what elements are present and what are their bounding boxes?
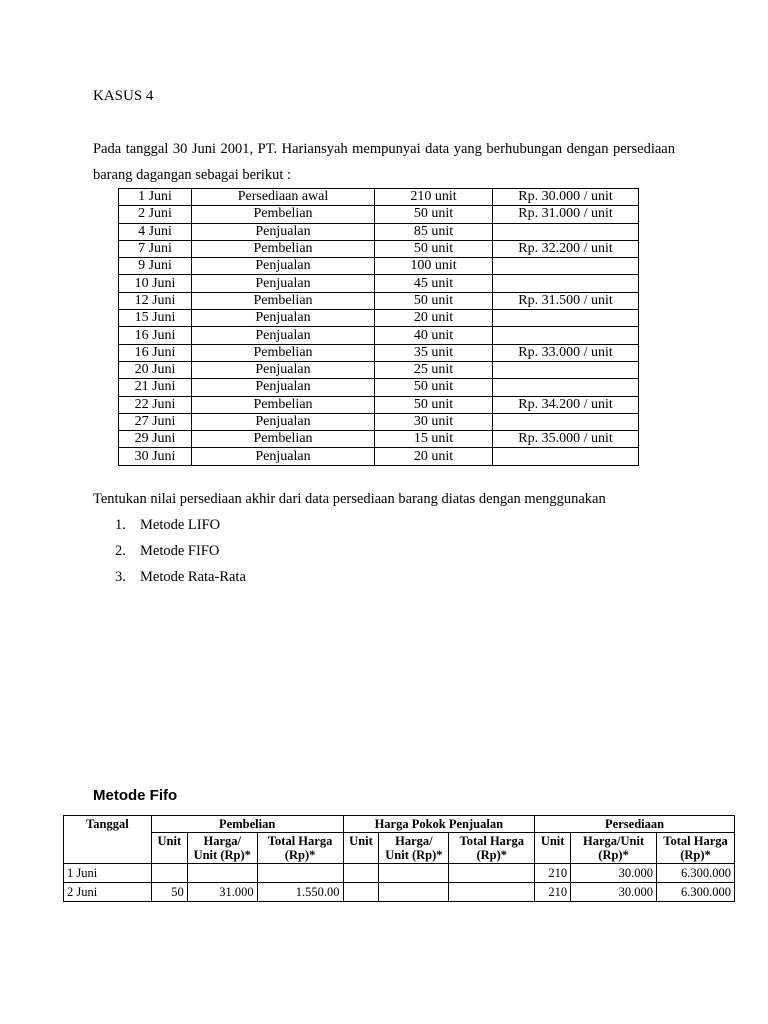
table-cell-qty: 50 unit [375,206,493,223]
table-cell-price: Rp. 31.000 / unit [493,206,639,223]
table-row [119,327,639,344]
table-cell-price: Rp. 31.500 / unit [493,292,639,309]
table-cell-type: Pembelian [192,344,375,361]
header-harga-unit: Harga/ Unit (Rp)* [379,833,449,864]
table-cell-date: 30 Juni [119,448,192,465]
table-cell-date: 4 Juni [119,223,192,240]
list-number: 3. [115,569,126,585]
list-label: Metode Rata-Rata [140,569,246,585]
header-harga-unit: Harga/ Unit (Rp)* [187,833,257,864]
table-cell-qty: 50 unit [375,379,493,396]
table-cell-price [493,223,639,240]
header-pembelian: Pembelian [151,816,343,833]
fifo-cell-tanggal: 1 Juni [64,864,152,883]
fifo-cell-b-total: 1.550.00 [257,883,343,902]
table-cell-price [493,361,639,378]
list-number: 2. [115,543,126,559]
table-cell-date: 9 Juni [119,258,192,275]
table-cell-date: 21 Juni [119,379,192,396]
table-cell-price [493,448,639,465]
table-cell-type: Penjualan [192,413,375,430]
table-row [119,396,639,413]
question-text: Tentukan nilai persediaan akhir dari data persediaan barang diatas dengan menggunakan [93,491,606,507]
table-row [119,310,639,327]
table-cell-date: 16 Juni [119,344,192,361]
table-row [119,240,639,257]
header-unit: Unit [151,833,187,864]
table-cell-price: Rp. 35.000 / unit [493,431,639,448]
intro-paragraph: Pada tanggal 30 Juni 2001, PT. Hariansyah mempunyai data yang berhubungan dengan persediaan barang dagangan sebagai berikut : [93,141,675,183]
table-row [119,413,639,430]
table-cell-qty: 85 unit [375,223,493,240]
table-row [119,361,639,378]
table-cell-qty: 50 unit [375,292,493,309]
table-cell-qty: 45 unit [375,275,493,292]
table-cell-qty: 100 unit [375,258,493,275]
table-cell-type: Pembelian [192,431,375,448]
table-cell-price [493,275,639,292]
table-cell-qty: 25 unit [375,361,493,378]
table-cell-price: Rp. 33.000 / unit [493,344,639,361]
fifo-cell-h-unit [343,883,379,902]
fifo-cell-h-harga [379,864,449,883]
table-cell-date: 29 Juni [119,431,192,448]
fifo-cell-p-unit: 210 [535,883,571,902]
transactions-table [118,188,639,466]
table-cell-qty: 40 unit [375,327,493,344]
header-total-harga: Total Harga (Rp)* [257,833,343,864]
table-cell-date: 15 Juni [119,310,192,327]
table-cell-type: Persediaan awal [192,189,375,206]
fifo-cell-h-harga [379,883,449,902]
table-cell-price [493,379,639,396]
methods-list [115,516,246,594]
table-cell-price [493,413,639,430]
case-title: KASUS 4 [93,88,154,104]
table-cell-qty: 50 unit [375,240,493,257]
fifo-cell-b-unit [151,864,187,883]
table-row [119,344,639,361]
table-row [119,223,639,240]
table-cell-type: Pembelian [192,292,375,309]
header-hpp: Harga Pokok Penjualan [343,816,535,833]
table-row [119,379,639,396]
table-cell-type: Pembelian [192,206,375,223]
fifo-cell-b-unit: 50 [151,883,187,902]
header-total-harga: Total Harga (Rp)* [449,833,535,864]
table-row [119,448,639,465]
table-cell-qty: 20 unit [375,448,493,465]
fifo-cell-p-total: 6.300.000 [657,864,735,883]
list-number: 1. [115,517,126,533]
header-tanggal: Tanggal [64,816,152,864]
table-cell-date: 10 Juni [119,275,192,292]
list-label: Metode FIFO [140,543,220,559]
table-cell-type: Penjualan [192,379,375,396]
fifo-cell-p-unit: 210 [535,864,571,883]
table-row [64,883,735,902]
table-cell-type: Pembelian [192,240,375,257]
table-cell-price: Rp. 32.200 / unit [493,240,639,257]
table-cell-type: Penjualan [192,448,375,465]
table-cell-qty: 30 unit [375,413,493,430]
table-cell-qty: 50 unit [375,396,493,413]
fifo-cell-b-total [257,864,343,883]
table-cell-type: Penjualan [192,361,375,378]
fifo-cell-p-total: 6.300.000 [657,883,735,902]
table-cell-qty: 210 unit [375,189,493,206]
fifo-cell-p-harga: 30.000 [571,883,657,902]
list-item [115,568,246,594]
table-cell-date: 22 Juni [119,396,192,413]
table-row [119,431,639,448]
fifo-cell-b-harga [187,864,257,883]
fifo-table [63,815,735,902]
header-persediaan: Persediaan [535,816,735,833]
table-cell-date: 20 Juni [119,361,192,378]
table-cell-type: Penjualan [192,310,375,327]
fifo-cell-h-total [449,864,535,883]
table-row [119,258,639,275]
header-unit: Unit [343,833,379,864]
table-cell-price: Rp. 30.000 / unit [493,189,639,206]
header-total-harga-persediaan: Total Harga (Rp)* [657,833,735,864]
table-cell-type: Penjualan [192,327,375,344]
table-cell-type: Penjualan [192,223,375,240]
table-cell-price [493,327,639,344]
table-row [64,864,735,883]
table-cell-qty: 35 unit [375,344,493,361]
table-cell-date: 2 Juni [119,206,192,223]
table-cell-qty: 15 unit [375,431,493,448]
table-cell-price: Rp. 34.200 / unit [493,396,639,413]
fifo-cell-h-total [449,883,535,902]
table-cell-date: 1 Juni [119,189,192,206]
table-cell-date: 7 Juni [119,240,192,257]
list-label: Metode LIFO [140,517,221,533]
table-cell-date: 16 Juni [119,327,192,344]
table-row [119,275,639,292]
table-row [119,206,639,223]
fifo-cell-p-harga: 30.000 [571,864,657,883]
fifo-cell-h-unit [343,864,379,883]
table-cell-type: Penjualan [192,258,375,275]
table-row [119,292,639,309]
header-harga-unit-persediaan: Harga/Unit (Rp)* [571,833,657,864]
list-item [115,516,246,542]
fifo-heading: Metode Fifo [93,787,178,804]
list-item [115,542,246,568]
table-cell-price [493,310,639,327]
table-row [119,189,639,206]
fifo-cell-b-harga: 31.000 [187,883,257,902]
fifo-cell-tanggal: 2 Juni [64,883,152,902]
table-cell-qty: 20 unit [375,310,493,327]
table-cell-date: 12 Juni [119,292,192,309]
header-unit: Unit [535,833,571,864]
table-cell-type: Pembelian [192,396,375,413]
table-cell-type: Penjualan [192,275,375,292]
table-cell-date: 27 Juni [119,413,192,430]
table-cell-price [493,258,639,275]
